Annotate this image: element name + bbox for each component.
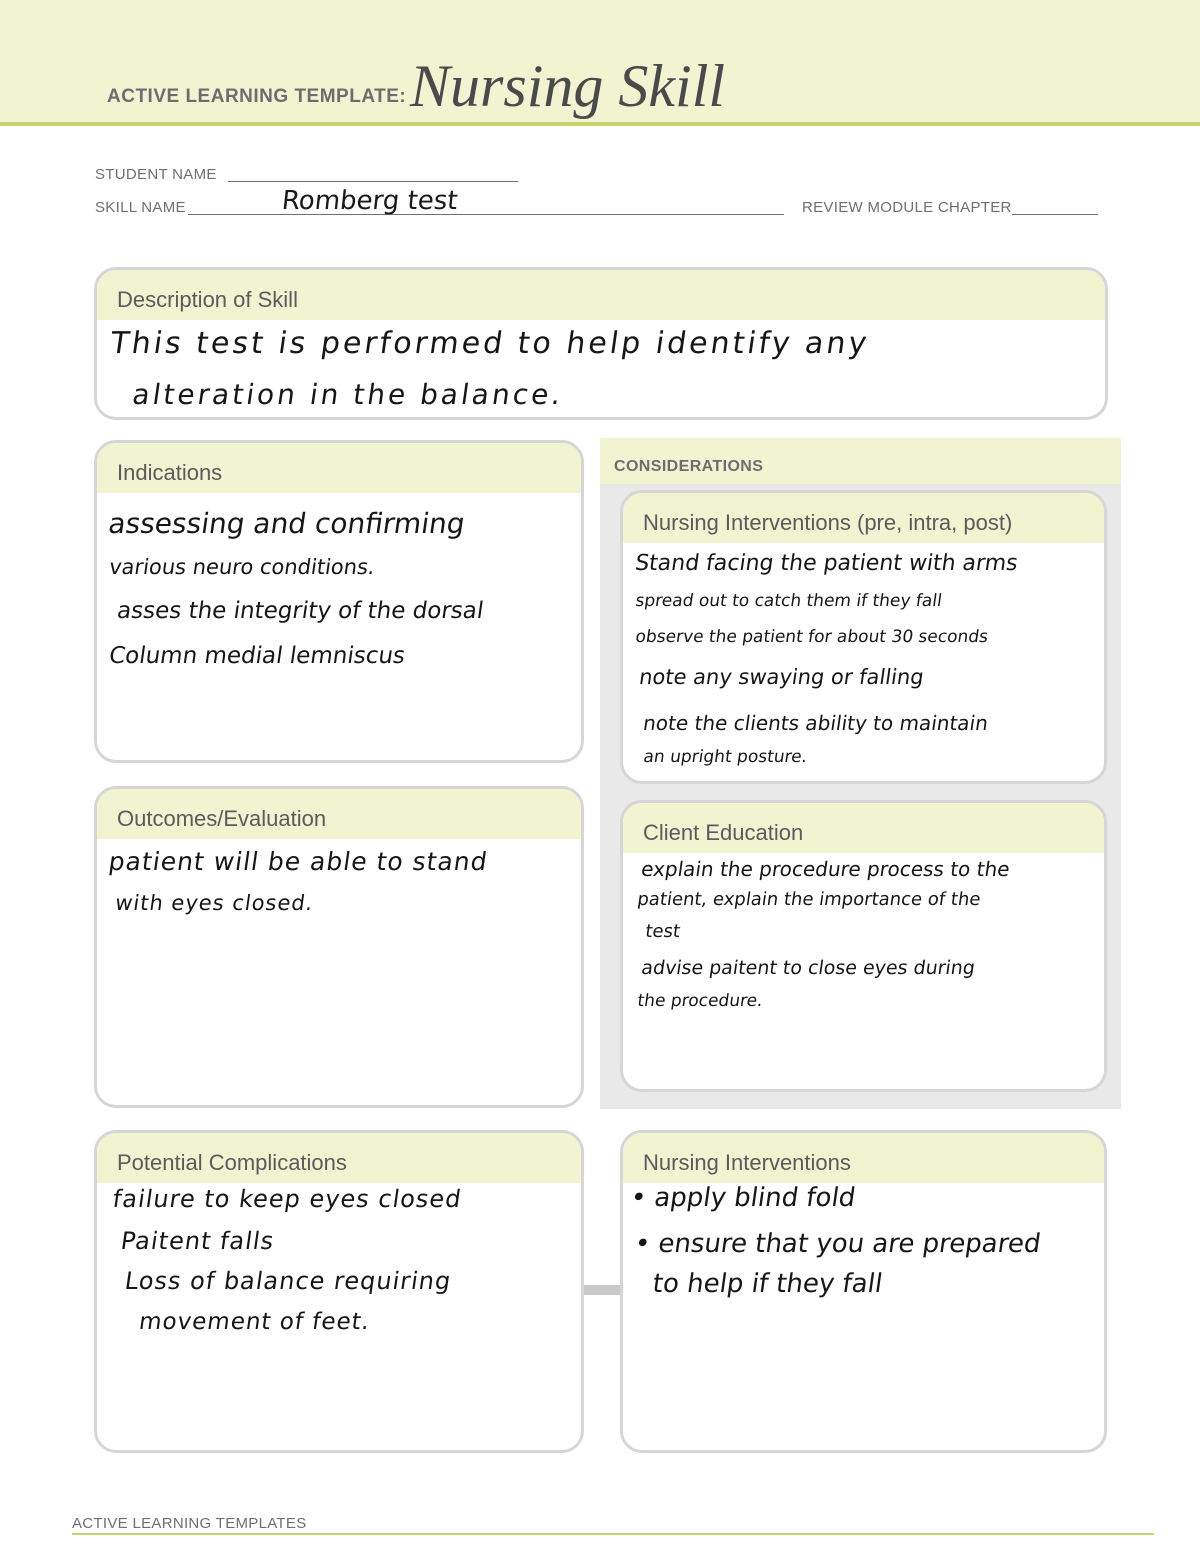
skill-name-value: Romberg test xyxy=(280,186,460,216)
client-education-line-2: patient, explain the importance of the xyxy=(636,889,982,910)
nursing-interventions-bottom-line-2: • ensure that you are prepared xyxy=(632,1229,1043,1259)
nursing-interventions-line-5: note the clients ability to maintain xyxy=(641,711,990,735)
nursing-interventions-bottom-line-3: to help if they fall xyxy=(650,1269,885,1299)
header-divider xyxy=(0,122,1200,126)
outcomes-title: Outcomes/Evaluation xyxy=(97,789,581,839)
complications-line-2: Paitent falls xyxy=(119,1227,277,1255)
student-name-label: STUDENT NAME xyxy=(95,166,217,183)
nursing-interventions-line-4: note any swaying or falling xyxy=(637,665,926,689)
nursing-interventions-line-3: observe the patient for about 30 seconds xyxy=(634,627,990,647)
review-module-field[interactable] xyxy=(1012,214,1098,215)
client-education-line-4: advise paitent to close eyes during xyxy=(639,957,977,979)
nursing-interventions-bottom-title: Nursing Interventions xyxy=(623,1133,1104,1183)
nursing-interventions-line-6: an upright posture. xyxy=(642,747,809,767)
description-title: Description of Skill xyxy=(97,270,1105,320)
student-name-field[interactable] xyxy=(228,181,518,182)
indications-box xyxy=(94,440,584,763)
nursing-interventions-line-1: Stand facing the patient with arms xyxy=(633,551,1020,576)
footer-divider xyxy=(72,1533,1154,1535)
client-education-line-3: test xyxy=(644,921,682,942)
nursing-interventions-bottom-box xyxy=(620,1130,1107,1453)
box-connector xyxy=(582,1285,620,1295)
client-education-title: Client Education xyxy=(623,803,1104,853)
indications-line-4: Column medial lemniscus xyxy=(107,643,407,669)
page-title: Nursing Skill xyxy=(410,53,726,119)
description-line-2: alteration in the balance. xyxy=(130,378,566,411)
complications-line-4: movement of feet. xyxy=(137,1309,372,1335)
nursing-interventions-line-2: spread out to catch them if they fall xyxy=(634,591,944,611)
nursing-interventions-bottom-line-1: • apply blind fold xyxy=(628,1183,858,1213)
client-education-line-1: explain the procedure process to the xyxy=(639,857,1012,881)
complications-box xyxy=(94,1130,584,1453)
outcomes-box xyxy=(94,786,584,1108)
outcomes-line-1: patient will be able to stand xyxy=(106,847,490,876)
nursing-interventions-title: Nursing Interventions (pre, intra, post) xyxy=(623,493,1104,543)
review-module-label: REVIEW MODULE CHAPTER xyxy=(802,199,1012,216)
indications-line-1: assessing and confirming xyxy=(106,507,468,540)
complications-line-3: Loss of balance requiring xyxy=(123,1267,454,1295)
complications-title: Potential Complications xyxy=(97,1133,581,1183)
outcomes-line-2: with eyes closed. xyxy=(113,891,316,915)
description-line-1: This test is performed to help identify any xyxy=(108,326,872,361)
indications-line-3: asses the integrity of the dorsal xyxy=(115,598,486,624)
indications-title: Indications xyxy=(97,443,581,493)
description-box xyxy=(94,267,1108,420)
complications-line-1: failure to keep eyes closed xyxy=(111,1185,464,1213)
skill-name-label: SKILL NAME xyxy=(95,199,186,216)
template-label: ACTIVE LEARNING TEMPLATE: xyxy=(107,86,407,107)
considerations-label: CONSIDERATIONS xyxy=(614,458,764,475)
client-education-line-5: the procedure. xyxy=(636,991,764,1011)
indications-line-2: various neuro conditions. xyxy=(107,555,377,579)
skill-name-field[interactable] xyxy=(188,214,784,215)
client-education-box xyxy=(620,800,1107,1092)
nursing-interventions-box xyxy=(620,490,1107,784)
footer-label: ACTIVE LEARNING TEMPLATES xyxy=(72,1515,307,1532)
